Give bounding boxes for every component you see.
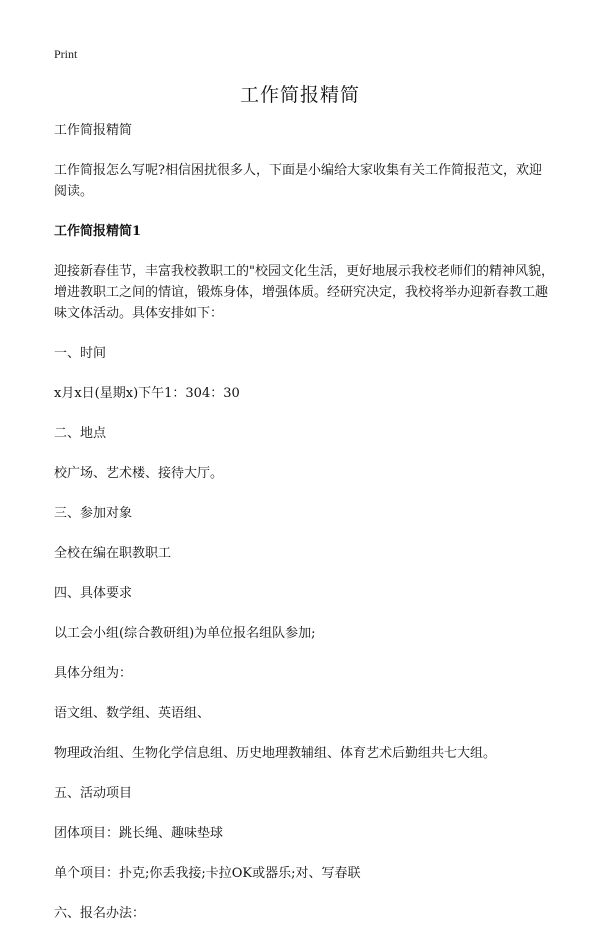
body-paragraph: 迎接新春佳节，丰富我校教职工的"校园文化生活，更好地展示我校老师们的精神风貌，增进教职工之间的情谊，锻炼身体，增强体质。经研究决定，我校将举办迎新春教工趣味文体活动。具体安排如下：	[54, 264, 554, 321]
intro-paragraph: 工作简报怎么写呢?相信困扰很多人，下面是小编给大家收集有关工作简报范文，欢迎阅读。	[54, 163, 542, 199]
participants-value: 全校在编在职教职工	[54, 546, 172, 561]
location-value: 校广场、艺术楼、接待大厅。	[54, 466, 224, 481]
heading-activities: 五、活动项目	[54, 786, 133, 801]
document-title: 工作简报精简	[239, 84, 360, 106]
heading-requirements: 四、具体要求	[54, 586, 133, 601]
individual-activities: 单个项目：扑克;你丢我接;卡拉OK或器乐;对、写春联	[54, 866, 361, 881]
heading-participants: 三、参加对象	[54, 506, 133, 521]
grouping-label: 具体分组为：	[54, 666, 133, 681]
heading-location: 二、地点	[54, 426, 107, 441]
section-heading: 工作简报精简1	[54, 224, 142, 239]
document-body	[54, 120, 554, 943]
heading-time: 一、时间	[54, 346, 107, 361]
grouping-line-1: 语文组、数学组、英语组、	[54, 706, 211, 721]
time-value: x月x日(星期x)下午1：304：30	[54, 386, 240, 401]
heading-registration: 六、报名办法：	[54, 906, 146, 921]
intro-title: 工作简报精简	[54, 123, 133, 138]
requirements-value: 以工会小组(综合教研组)为单位报名组队参加;	[54, 626, 316, 641]
print-link[interactable]: Print	[54, 47, 78, 61]
grouping-line-2: 物理政治组、生物化学信息组、历史地理教辅组、体育艺术后勤组共七大组。	[54, 746, 497, 761]
team-activities: 团体项目：跳长绳、趣味垫球	[54, 826, 224, 841]
